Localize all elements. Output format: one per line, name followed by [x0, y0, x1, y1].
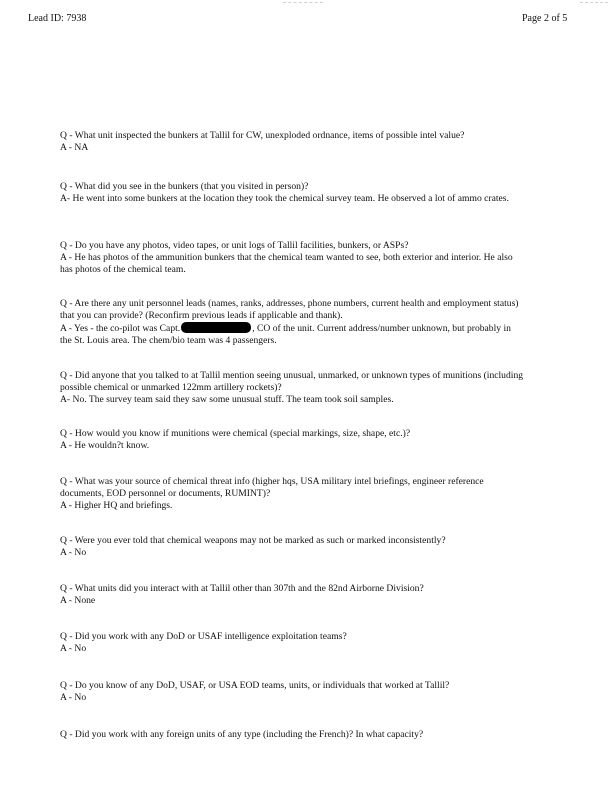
qa-block [60, 370, 524, 406]
question: Q - Were you ever told that chemical weapons may not be marked as such or marked inconsistently? [60, 535, 446, 546]
answer: A- He went into some bunkers at the location they took the chemical survey team. He observed a lot of ammo crates. [60, 193, 509, 204]
redaction-mark [181, 322, 251, 333]
answer-text: A - Yes - the co-pilot was Capt. [60, 323, 181, 334]
scan-artifact-line [580, 2, 608, 3]
qa-block [60, 298, 524, 347]
question: Q - Do you have any photos, video tapes, or unit logs of Tallil facilities, bunkers, or ASPs? [60, 240, 409, 251]
answer: A - He wouldn?t know. [60, 440, 150, 451]
question: Q - What unit inspected the bunkers at Tallil for CW, unexploded ordnance, items of possible intel value? [60, 130, 465, 141]
qa-block [60, 680, 524, 704]
qa-block [60, 240, 524, 276]
qa-block [60, 428, 524, 452]
question: Q - Are there any unit personnel leads (names, ranks, addresses, phone numbers, current health and employment status) that you can provide? (Reconfirm previous leads if applicable and thank). [60, 298, 519, 321]
question: Q - What did you see in the bunkers (that you visited in person)? [60, 181, 309, 192]
question: Q - Do you know of any DoD, USAF, or USA EOD teams, units, or individuals that worked at Tallil? [60, 680, 450, 691]
qa-block [60, 130, 524, 154]
answer: A - No [60, 643, 87, 654]
qa-block [60, 583, 524, 607]
answer-text: , CO of the unit. Current address/number unknown, but probably in the St. Louis area. The chem/bio team was 4 passengers. [60, 323, 511, 346]
answer: A - NA [60, 142, 89, 153]
scan-artifact-line [283, 2, 323, 3]
answer: A - He has photos of the ammunition bunkers that the chemical team wanted to see, both exterior and interior. He also has photos of the chemical team. [60, 252, 513, 275]
question: Q - How would you know if munitions were chemical (special markings, size, shape, etc.)? [60, 428, 411, 439]
answer: A - No [60, 692, 87, 703]
question: Q - Did anyone that you talked to at Tallil mention seeing unusual, unmarked, or unknown types of munitions (including possible chemical or unmarked 122mm artillery rockets)? [60, 370, 524, 393]
qa-block [60, 535, 524, 559]
qa-block [60, 476, 524, 512]
qa-block [60, 631, 524, 655]
question: Q - What was your source of chemical threat info (higher hqs, USA military intel briefings, engineer reference documents, EOD personnel or documents, RUMINT)? [60, 476, 484, 499]
question: Q - Did you work with any foreign units of any type (including the French)? In what capacity? [60, 729, 424, 740]
answer [60, 322, 524, 347]
qa-block [60, 729, 524, 741]
answer: A - Higher HQ and briefings. [60, 500, 173, 511]
answer: A- No. The survey team said they saw some unusual stuff. The team took soil samples. [60, 394, 394, 405]
qa-block [60, 181, 524, 205]
answer: A - No [60, 547, 87, 558]
page-number: Page 2 of 5 [522, 13, 568, 24]
question: Q - Did you work with any DoD or USAF intelligence exploitation teams? [60, 631, 347, 642]
lead-id: Lead ID: 7938 [28, 13, 87, 24]
question: Q - What units did you interact with at Tallil other than 307th and the 82nd Airborne Division? [60, 583, 424, 594]
answer: A - None [60, 595, 96, 606]
